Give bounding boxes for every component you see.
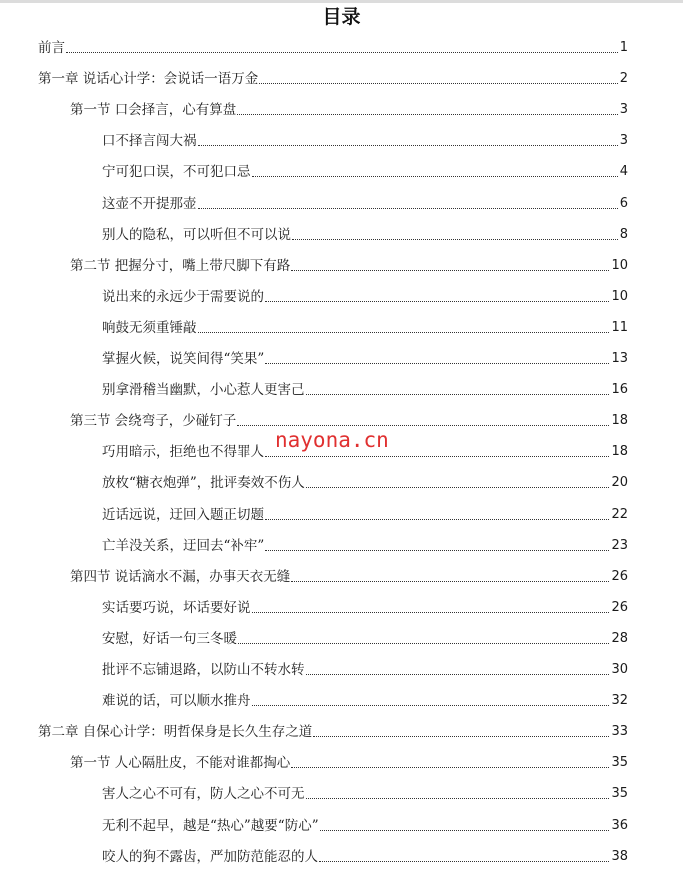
toc-dot-leader [198,207,618,209]
toc-page-number: 10 [611,288,628,304]
toc-entry-title: 无利不起早，越是“热心”越要“防心” [102,817,319,834]
toc-dot-leader [291,766,609,768]
toc-page-number: 28 [611,630,628,646]
toc-page-number: 6 [619,195,628,211]
toc-page-number: 13 [611,351,628,366]
toc-dot-leader [238,642,609,644]
toc-section-entry[interactable] [70,741,628,771]
toc-entry-title: 咬人的狗不露齿，严加防范能忍的人 [102,848,318,865]
toc-page-number: 30 [611,662,628,677]
toc-dot-leader [237,113,617,115]
toc-subsection-entry[interactable] [102,119,628,149]
toc-page-number: 22 [611,506,628,522]
toc-dot-leader [319,860,609,862]
toc-page-number: 26 [611,568,628,584]
toc-entry-title: 放枚“糖衣炮弹”，批评奏效不伤人 [102,475,305,492]
toc-dot-leader [265,549,609,551]
toc-dot-leader [66,51,618,53]
toc-dot-leader [265,362,609,364]
toc-dot-leader [292,238,618,240]
toc-subsection-entry[interactable] [102,368,628,398]
toc-dot-leader [306,486,610,488]
toc-page-number: 32 [611,693,628,709]
toc-entry-title: 第一节 口会择言，心有算盘 [70,102,237,119]
toc-dot-leader [198,331,610,333]
toc-entry-title: 第一章 说话心计学：会说话一语万金 [38,71,259,88]
toc-subsection-entry[interactable] [102,679,628,709]
toc-subsection-entry[interactable] [102,150,628,180]
toc-dot-leader [252,704,610,706]
toc-page-number: 36 [611,817,628,833]
toc-dot-leader [291,269,609,271]
toc-section-entry[interactable] [70,555,628,585]
toc-entry-title: 实话要巧说，坏话要好说 [102,599,251,616]
toc-dot-leader [265,455,609,457]
toc-page-number: 35 [611,755,628,771]
toc-page-number: 2 [619,71,628,87]
toc-entry-title: 这壶不开提那壶 [102,195,197,212]
toc-page-number: 26 [611,599,628,615]
toc-entry-title: 安慰，好话一句三冬暖 [102,630,237,647]
toc-dot-leader [259,82,617,84]
toc-page-number: 20 [611,475,628,491]
toc-chapter-entry[interactable] [38,57,628,87]
toc-entry-title: 说出来的永远少于需要说的 [102,288,264,305]
toc-section-entry[interactable] [70,244,628,274]
page-top-border [0,0,683,3]
toc-page-number: 11 [611,319,628,335]
toc-section-entry[interactable] [70,88,628,118]
toc-dot-leader [291,580,609,582]
toc-entry-title: 第四节 说话滴水不漏，办事天衣无缝 [70,568,291,585]
toc-page-number: 23 [611,537,628,553]
toc-dot-leader [252,175,618,177]
toc-subsection-entry[interactable] [102,524,628,554]
toc-chapter-entry[interactable] [38,26,628,56]
toc-subsection-entry[interactable] [102,648,628,678]
toc-title: 目录 [322,6,361,28]
toc-section-entry[interactable] [70,399,628,429]
toc-entry-title: 口不择言闯大祸 [102,133,197,150]
toc-entry-title: 别拿滑稽当幽默，小心惹人更害己 [102,382,305,399]
toc-subsection-entry[interactable] [102,275,628,305]
toc-page-number: 3 [619,102,628,118]
toc-dot-leader [237,424,609,426]
toc-subsection-entry[interactable] [102,213,628,243]
toc-subsection-entry[interactable] [102,586,628,616]
toc-entry-title: 响鼓无须重锤敲 [102,319,197,336]
toc-dot-leader [265,518,609,520]
toc-subsection-entry[interactable] [102,493,628,523]
toc-entry-title: 巧用暗示，拒绝也不得罪人 [102,444,264,461]
toc-page-number: 18 [611,413,628,429]
toc-subsection-entry[interactable] [102,772,628,802]
toc-page-number: 4 [619,164,628,180]
toc-entry-title: 第三节 会绕弯子，少碰钉子 [70,413,237,430]
toc-entry-title: 第一节 人心隔肚皮，不能对谁都掏心 [70,755,291,772]
toc-page-number: 1 [619,40,628,55]
toc-dot-leader [306,797,610,799]
toc-dot-leader [265,300,609,302]
toc-page-number: 16 [611,382,628,398]
toc-page-number: 10 [611,257,628,273]
toc-page-number: 8 [619,226,628,242]
toc-entry-title: 第二节 把握分寸，嘴上带尺脚下有路 [70,257,291,274]
toc-subsection-entry[interactable] [102,617,628,647]
toc-page-number: 3 [619,133,628,149]
toc-entry-title: 批评不忘铺退路，以防山不转水转 [102,662,305,678]
toc-entry-title: 害人之心不可有，防人之心不可无 [102,786,305,803]
toc-subsection-entry[interactable] [102,306,628,336]
toc-page-number: 35 [611,786,628,802]
toc-entry-title: 难说的话，可以顺水推舟 [102,693,251,710]
toc-page-number: 33 [611,724,628,740]
toc-entry-title: 前言 [38,40,65,56]
toc-subsection-entry[interactable] [102,182,628,212]
toc-page-number: 38 [611,848,628,864]
toc-entry-title: 亡羊没关系，迂回去“补牢” [102,537,265,554]
toc-dot-leader [306,393,610,395]
toc-subsection-entry[interactable] [102,337,628,367]
watermark-text: nayona.cn [275,428,389,452]
toc-dot-leader [320,829,610,831]
toc-subsection-entry[interactable] [102,835,628,865]
toc-entry-title: 别人的隐私，可以听但不可以说 [102,226,291,243]
toc-entry-title: 第二章 自保心计学：明哲保身是长久生存之道 [38,724,313,741]
toc-chapter-entry[interactable] [38,710,628,740]
toc-page-number: 18 [611,444,628,460]
toc-subsection-entry[interactable] [102,804,628,834]
toc-entry-title: 宁可犯口误，不可犯口忌 [102,164,251,181]
toc-dot-leader [252,611,610,613]
toc-subsection-entry[interactable] [102,461,628,491]
toc-entry-title: 近话远说，迂回入题正切题 [102,506,264,523]
toc-dot-leader [306,673,610,675]
toc-entry-title: 掌握火候，说笑间得“笑果” [102,351,265,367]
toc-dot-leader [198,144,618,146]
toc-dot-leader [313,735,609,737]
